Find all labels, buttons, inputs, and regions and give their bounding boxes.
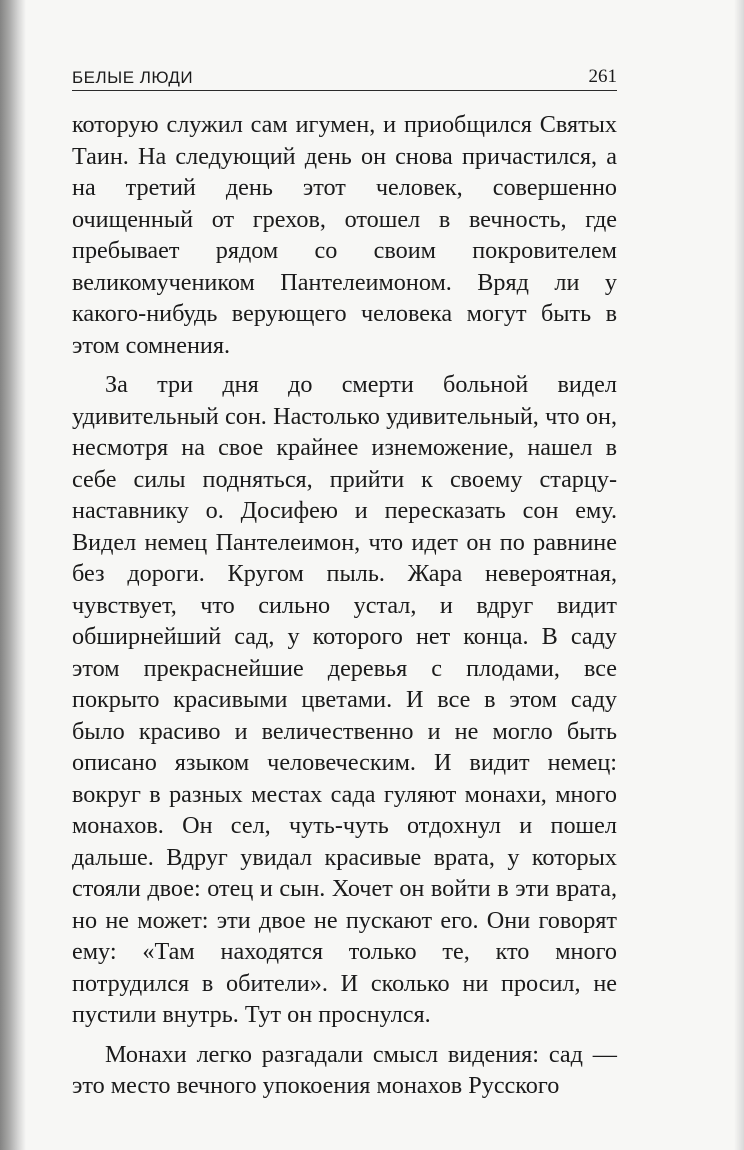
scan-shadow-left xyxy=(0,0,26,1150)
paragraph-interpretation: Монахи легко разгадали смысл видения: сад — это место вечного упокоения монахов Русского xyxy=(72,1040,617,1099)
book-page xyxy=(72,58,617,1110)
running-header xyxy=(72,58,617,91)
paragraph-continued: которую служил сам игумен, и приобщился Святых Таин. На следующий день он снова причастился, а на третий день этот человек, совершенно очищенный от грехов, отошел в вечность, где пребывает рядом со своим покровителем великомучеником Пантелеимоном. Вряд ли у какого-нибудь верующего человека могут быть в этом сомнения. xyxy=(72,111,617,359)
page-number: 261 xyxy=(588,66,617,87)
scan-shadow-right xyxy=(734,0,744,1150)
running-title: БЕЛЫЕ ЛЮДИ xyxy=(72,68,194,87)
paragraph-dream: За три дня до смерти больной видел удивительный сон. Настолько удивительный, что он, несмотря на свое крайнее изнеможение, нашел в себе силы подняться, прийти к своему старцу-наставнику о. Досифею и пересказать сон ему. Видел немец Пантелеимон, что идет он по равнине без дороги. Кругом пыль. Жара невероятная, чувствует, что сильно устал, и вдруг видит обширнейший сад, у которого нет конца. В саду этом прекраснейшие деревья с плодами, все покрыто красивыми цветами. И все в этом саду было красиво и величественно и не могло быть описано языком человеческим. И видит немец: вокруг в разных местах сада гуляют монахи, много монахов. Он сел, чуть-чуть отдохнул и пошел дальше. Вдруг увидал красивые врата, у которых стояли двое: отец и сын. Хочет он войти в эти врата, но не может: эти двое не пускают его. Они говорят ему: «Там находятся только те, кто много потрудился в обители». И сколько ни просил, не пустили внутрь. Тут он проснулся. xyxy=(72,371,617,1028)
body-text xyxy=(72,109,617,1102)
